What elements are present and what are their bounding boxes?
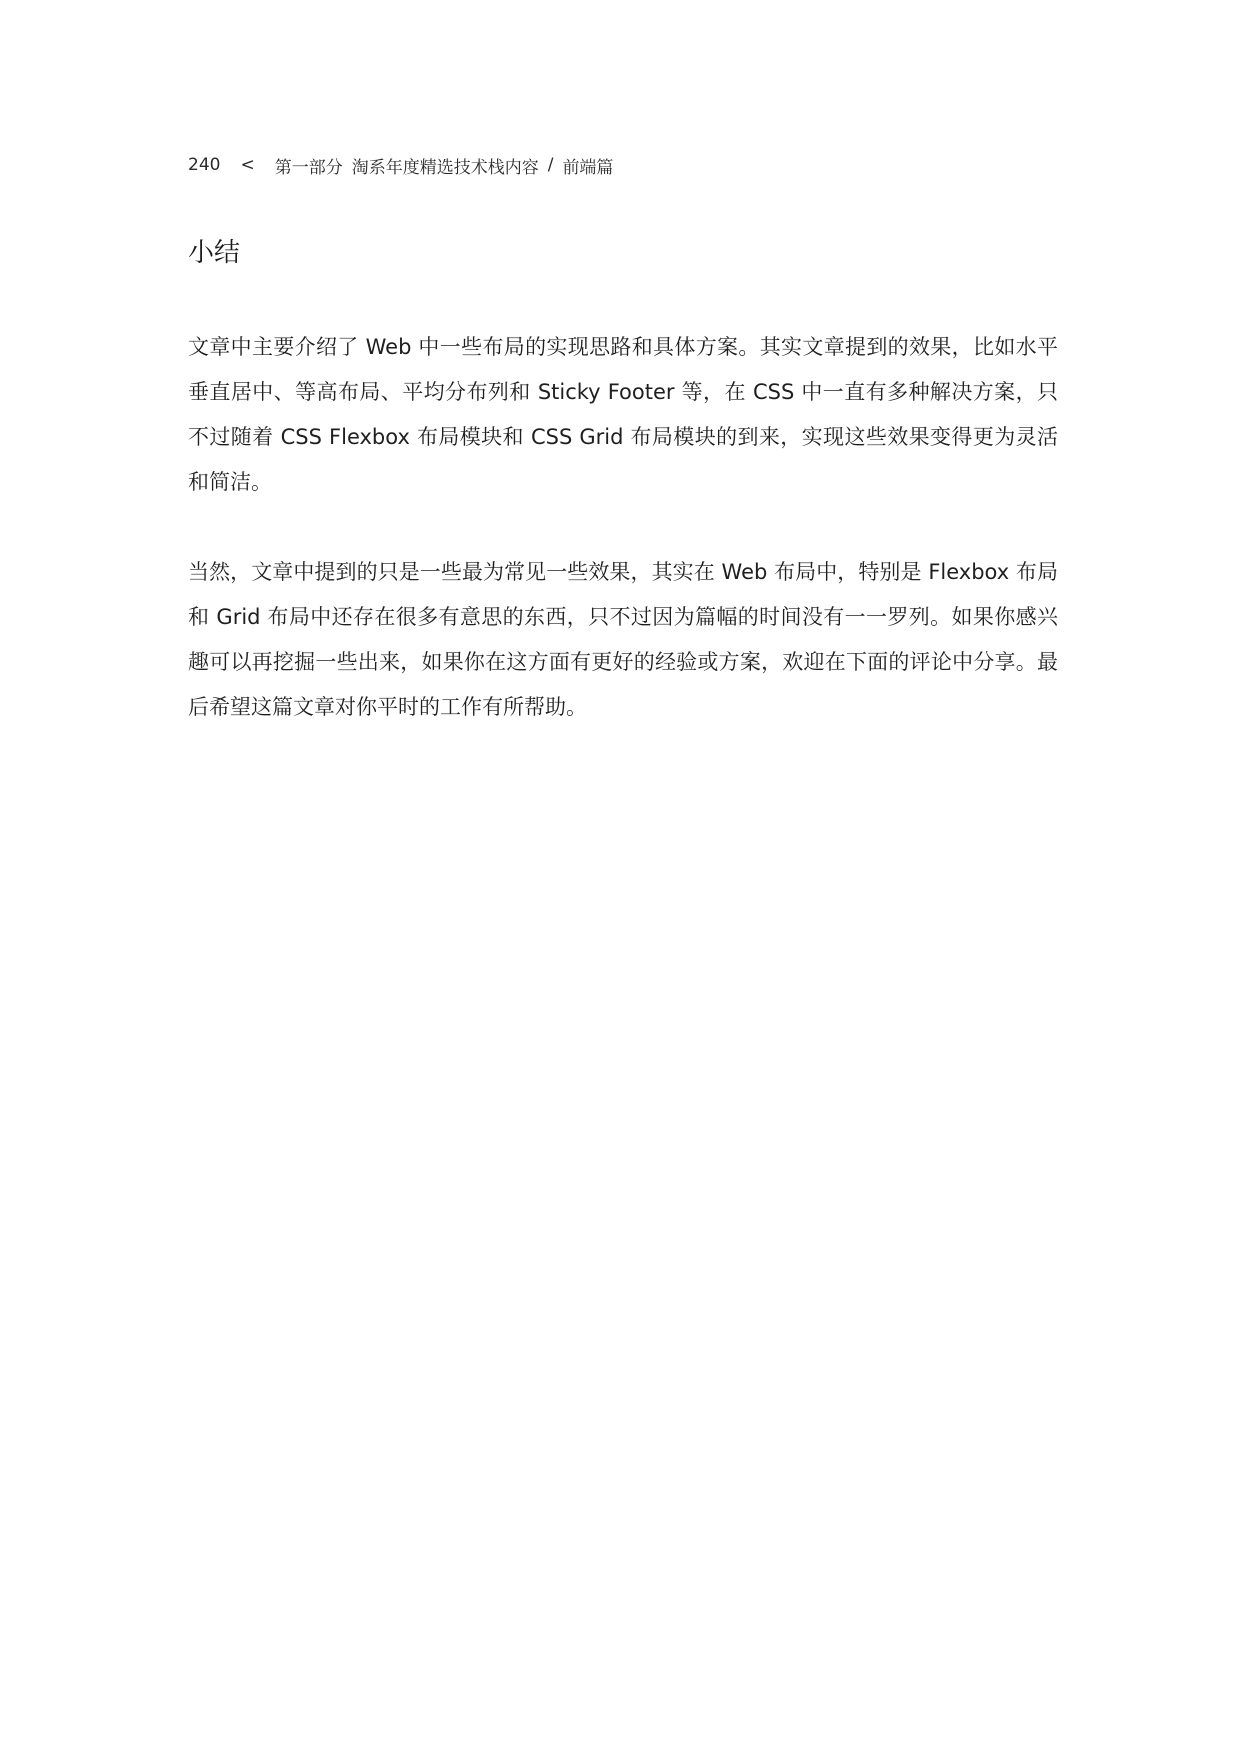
book-title: 淘系年度精选技术栈内容 [351, 157, 539, 178]
section-label: 前端篇 [562, 157, 614, 178]
breadcrumb-separator: / [547, 155, 554, 175]
page-number: 240 [188, 155, 221, 175]
section-title: 小结 [188, 238, 241, 268]
paragraph-2: 当然，文章中提到的只是一些最为常见一些效果，其实在 Web 布局中，特别是 Flexbox 布局和 Grid 布局中还存在很多有意思的东西，只不过因为篇幅的时间没有一一罗列。如果你感兴趣可以再挖掘一些出来，如果你在这方面有更好的经验或方案，欢迎在下面的评论中分享。最后希望这篇文章对你平时的工作有所帮助。 [188, 560, 1058, 719]
part-label: 第一部分 [274, 157, 343, 178]
article-body [188, 325, 1058, 730]
page-header [188, 150, 613, 180]
paragraph-1: 文章中主要介绍了 Web 中一些布局的实现思路和具体方案。其实文章提到的效果，比如水平垂直居中、等高布局、平均分布列和 Sticky Footer 等，在 CSS 中一直有多种解决方案，只不过随着 CSS Flexbox 布局模块和 CSS Grid 布局模块的到来，实现这些效果变得更为灵活和简洁。 [188, 335, 1058, 494]
chevron-left-icon: < [240, 155, 255, 175]
